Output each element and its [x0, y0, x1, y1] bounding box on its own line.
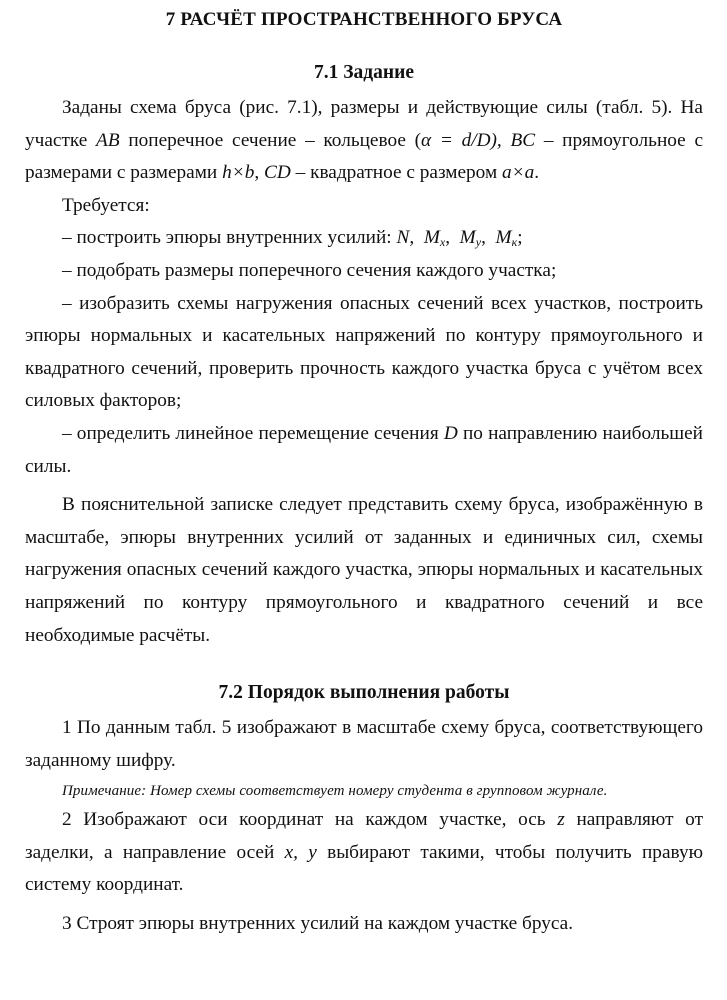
task-paragraph: Заданы схема бруса (рис. 7.1), размеры и действующие силы (табл. 5). На участке AB поперечное сечение – кольцевое (α = d/D), BC – прямоугольное с размерами с размерами h×b, CD – квадратное с размером a×a. [25, 97, 703, 184]
procedure-step-1: 1 По данным табл. 5 изображают в масштабе схему бруса, соответствующего заданному шифру. [25, 717, 703, 771]
required-label: Требуется: [62, 194, 150, 216]
requirement-item-3: – изобразить схемы нагружения опасных сечений всех участков, построить эпюры нормальных и касательных напряжений по контуру прямоугольного и квадратного сечений, проверить прочность каждого участка бруса с учётом всех силовых факторов; [25, 292, 703, 412]
explanatory-note-paragraph: В пояснительной записке следует представить схему бруса, изображённую в масштабе, эпюры внутренних усилий от заданных и единичных сил, схемы нагружения опасных сечений каждого участка, эпюры нормальных и касательных напряжений по контуру прямоугольного и квадратного сечений и все необходимые расчёты. [25, 494, 703, 646]
requirement-item-4: – определить линейное перемещение сечения D по направлению наибольшей силы. [25, 422, 703, 477]
requirement-item-1: – построить эпюры внутренних усилий: N, $M_x$, $M_y$, $M_к$; [62, 227, 523, 250]
procedure-step-2: 2 Изображают оси координат на каждом участке, ось z направляют от заделки, а направление осей x, y выбирают такими, чтобы получить правую систему координат. [25, 809, 703, 896]
section-title-7-2: 7.2 Порядок выполнения работы [218, 682, 510, 704]
section-title-7-1: 7.1 Задание [313, 62, 415, 83]
procedure-step-3: 3 Строят эпюры внутренних усилий на каждом участке бруса. [62, 913, 574, 935]
procedure-note: Примечание: Номер схемы соответствует номеру студента в групповом журнале. [62, 783, 608, 800]
chapter-title: 7 РАСЧЁТ ПРОСТРАНСТВЕННОГО БРУСА [165, 9, 563, 30]
requirement-item-2: – подобрать размеры поперечного сечения каждого участка; [62, 259, 557, 281]
document-page [25, 0, 703, 941]
